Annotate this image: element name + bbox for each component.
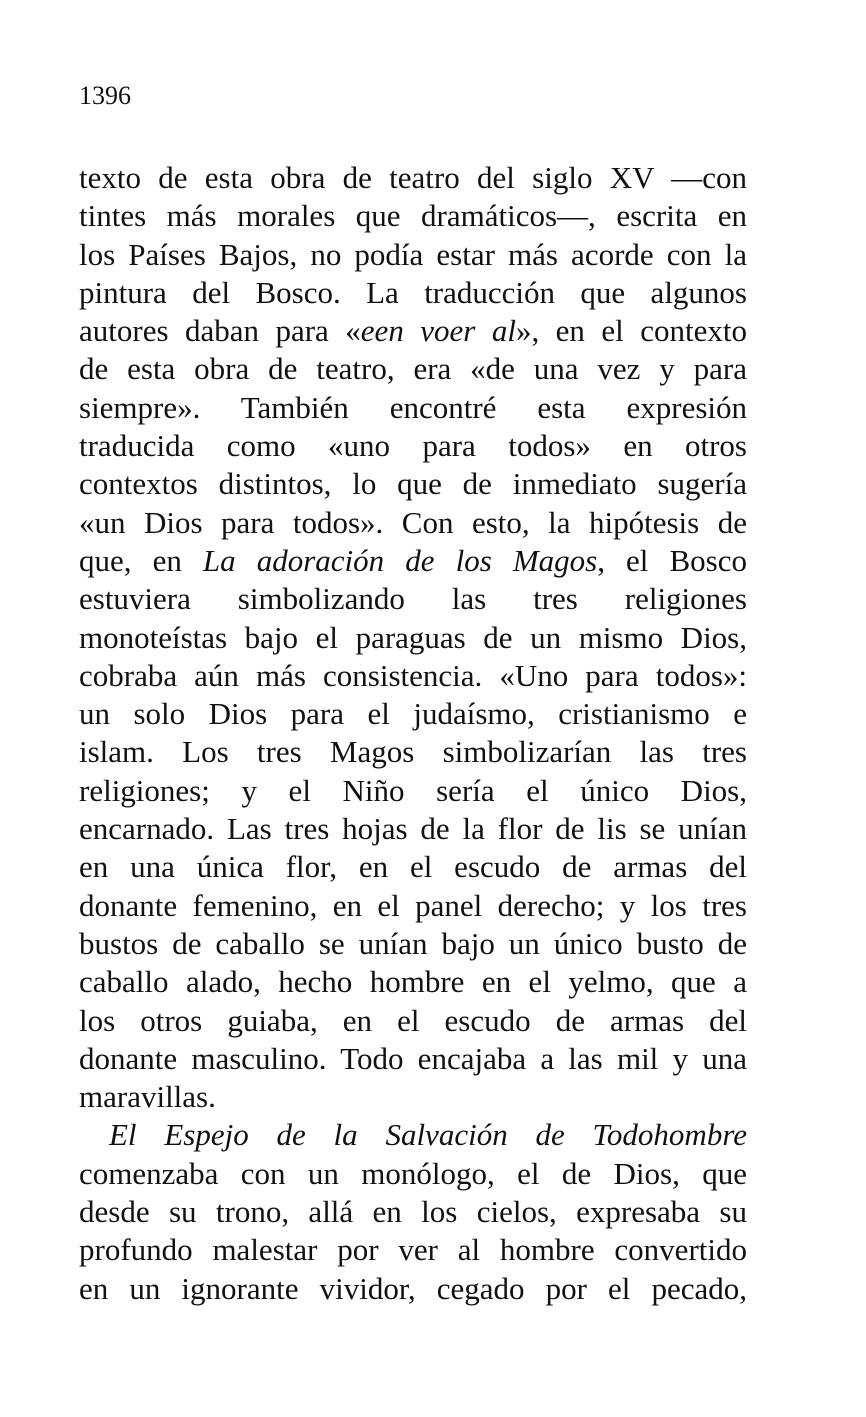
italic-text: La adoración de los Magos (202, 542, 598, 578)
text-run: islam. Los tres Magos simbolizarían las tres (79, 734, 747, 770)
text-run: de esta obra de teatro, era «de una vez y para (79, 351, 747, 387)
text-line (79, 925, 747, 963)
text-line (79, 772, 747, 810)
italic-text: een voer al (360, 313, 516, 349)
text-line (79, 1002, 747, 1040)
text-line (79, 312, 747, 350)
text-run: tintes más morales que dramáticos—, escrita en (79, 198, 747, 234)
text-run: , el Bosco (597, 542, 747, 578)
italic-text: El Espejo de la Salvación de Todohombre (109, 1117, 747, 1153)
text-run: pintura del Bosco. La traducción que algunos (79, 274, 747, 310)
text-run: donante femenino, en el panel derecho; y los tres (79, 887, 747, 923)
text-run: encarnado. Las tres hojas de la flor de lis se unían (79, 811, 747, 847)
text-line (79, 887, 747, 925)
text-line (79, 1116, 747, 1154)
text-line (79, 389, 747, 427)
text-line (79, 504, 747, 542)
text-run: autores daban para « (79, 313, 361, 349)
text-run: traducida como «uno para todos» en otros (79, 428, 747, 464)
text-run: un solo Dios para el judaísmo, cristianismo e (79, 696, 747, 732)
text-line (79, 465, 747, 503)
text-line (79, 580, 747, 618)
text-line (79, 1231, 747, 1269)
text-run: cobraba aún más consistencia. «Uno para todos»: (79, 657, 747, 693)
text-line (79, 1193, 747, 1231)
text-line (79, 159, 747, 197)
text-run: «un Dios para todos». Con esto, la hipótesis de (79, 504, 747, 540)
text-run: texto de esta obra de teatro del siglo XV —con (79, 160, 747, 195)
text-run: desde su trono, allá en los cielos, expresaba su (79, 1194, 747, 1230)
text-line (79, 1040, 747, 1078)
paragraph (79, 159, 747, 1116)
text-run: comenzaba con un monólogo, el de Dios, que (79, 1155, 747, 1191)
text-line (79, 350, 747, 388)
text-line (79, 197, 747, 235)
text-run: profundo malestar por ver al hombre convertido (79, 1232, 747, 1268)
text-run: monoteístas bajo el paraguas de un mismo Dios, (79, 619, 747, 655)
text-line (79, 542, 747, 580)
text-line (79, 1078, 747, 1116)
text-run: religiones; y el Niño sería el único Dios, (79, 772, 747, 808)
text-line (79, 427, 747, 465)
text-run: », en el contexto (515, 313, 747, 349)
text-line (79, 1155, 747, 1193)
text-run: bustos de caballo se unían bajo un único busto de (79, 925, 747, 961)
text-run: los otros guiaba, en el escudo de armas del (79, 1002, 747, 1038)
text-line (79, 274, 747, 312)
text-line (79, 236, 747, 274)
text-line (79, 848, 747, 886)
text-line (79, 963, 747, 1001)
text-run: contextos distintos, lo que de inmediato sugería (79, 466, 747, 502)
text-line (79, 810, 747, 848)
text-line (79, 733, 747, 771)
paragraph (79, 1116, 747, 1307)
text-run: maravillas. (79, 1079, 216, 1115)
page-number: 1396 (79, 81, 131, 110)
text-line (79, 619, 747, 657)
text-run: que, en (79, 542, 203, 578)
text-run: en una única flor, en el escudo de armas del (79, 849, 747, 885)
text-run: los Países Bajos, no podía estar más acorde con la (79, 236, 747, 272)
text-line (79, 1270, 747, 1308)
body-text (79, 159, 747, 1308)
text-run: donante masculino. Todo encajaba a las mil y una (79, 1040, 747, 1076)
text-line (79, 695, 747, 733)
text-run: caballo alado, hecho hombre en el yelmo, que a (79, 964, 747, 1000)
text-run: estuviera simbolizando las tres religiones (79, 581, 747, 617)
text-run: en un ignorante vividor, cegado por el pecado, (79, 1270, 747, 1306)
text-line (79, 657, 747, 695)
text-run: siempre». También encontré esta expresión (79, 389, 747, 425)
